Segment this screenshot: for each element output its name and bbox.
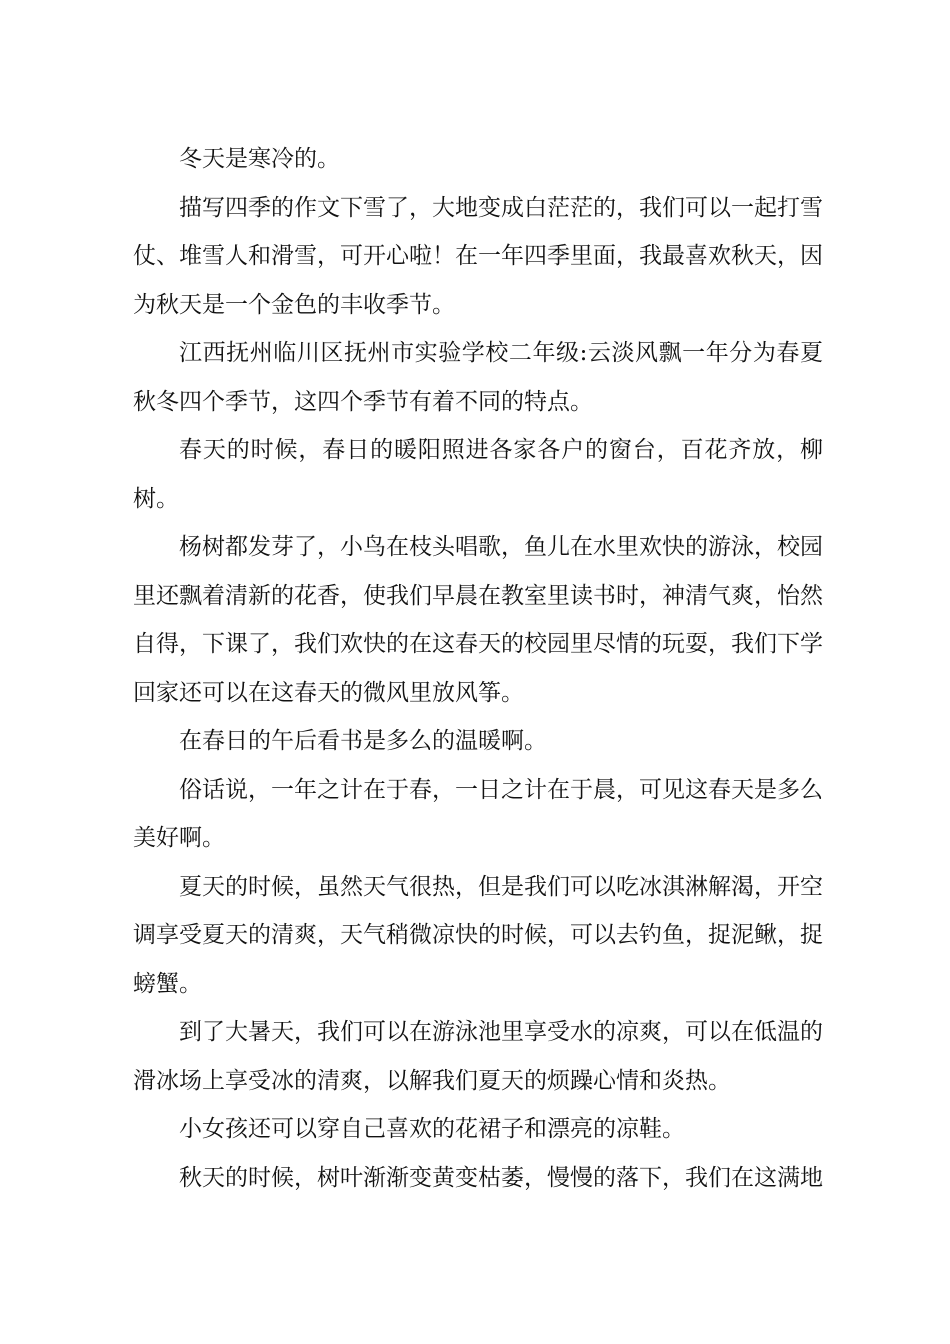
paragraph-author-intro: 江西抚州临川区抚州市实验学校二年级:云淡风飘一年分为春夏秋冬四个季节，这四个季节有着不同的特点。: [133, 340, 823, 415]
paragraph-proverb: 俗话说，一年之计在于春，一日之计在于晨，可见这春天是多么美好啊。: [133, 776, 823, 851]
paragraph-summer-girl: 小女孩还可以穿自己喜欢的花裙子和漂亮的凉鞋。: [179, 1116, 685, 1142]
paragraph-autumn: 秋天的时候，树叶渐渐变黄变枯萎，慢慢的落下，我们在这满地: [179, 1164, 823, 1191]
document-body: [133, 135, 823, 1202]
paragraph-winter-cold: 冬天是寒冷的。: [179, 146, 340, 172]
paragraph-spring-school: 杨树都发芽了，小鸟在枝头唱歌，鱼儿在水里欢快的游泳，校园里还飘着清新的花香，使我们早晨在教室里读书时，神清气爽，怡然自得，下课了，我们欢快的在这春天的校园里尽情的玩耍，我们下学回家还可以在这春天的微风里放风筝。: [133, 534, 823, 706]
paragraph-spring-sun: 春天的时候，春日的暖阳照进各家各户的窗台，百花齐放，柳树。: [133, 437, 823, 512]
paragraph-summer-heat: 到了大暑天，我们可以在游泳池里享受水的凉爽，可以在低温的滑冰场上享受冰的清爽，以解我们夏天的烦躁心情和炎热。: [133, 1019, 823, 1094]
paragraph-spring-reading: 在春日的午后看书是多么的温暖啊。: [179, 728, 547, 754]
paragraph-summer: 夏天的时候，虽然天气很热，但是我们可以吃冰淇淋解渴，开空调享受夏天的清爽，天气稍微凉快的时候，可以去钓鱼，捉泥鳅，捉螃蟹。: [133, 873, 823, 997]
paragraph-snow-autumn: 描写四季的作文下雪了，大地变成白茫茫的，我们可以一起打雪仗、堆雪人和滑雪，可开心啦！在一年四季里面，我最喜欢秋天，因为秋天是一个金色的丰收季节。: [133, 194, 823, 318]
